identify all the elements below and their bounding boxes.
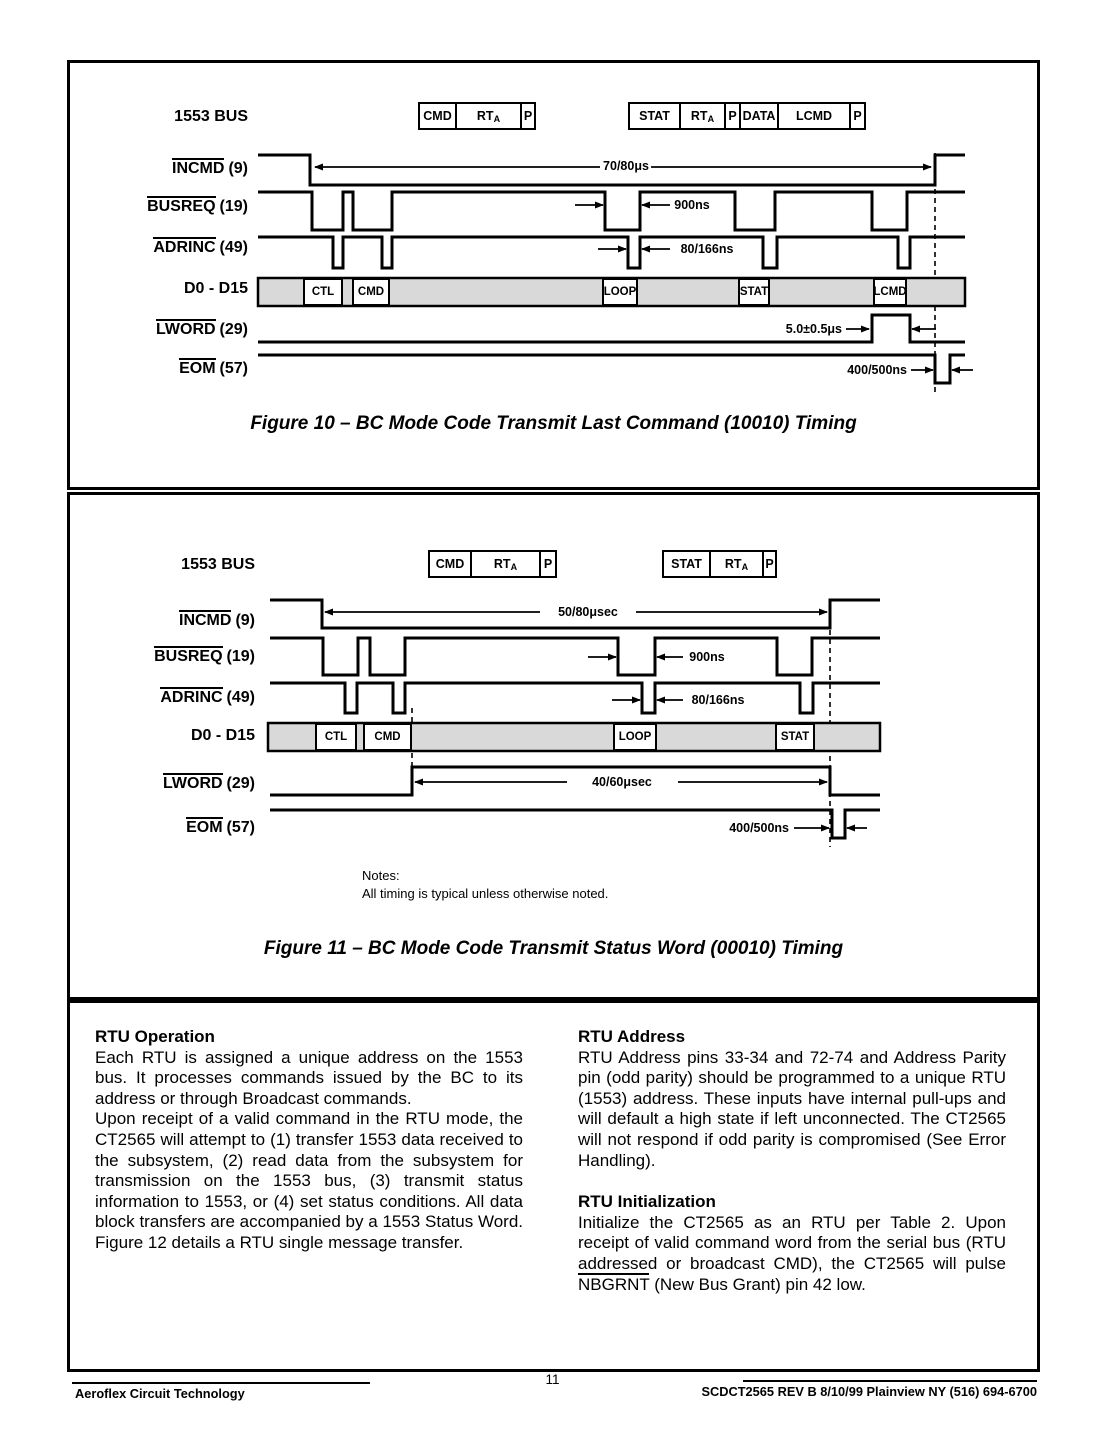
annotation-adrinc-width: 80/166ns — [691, 693, 745, 707]
bus-segment-stat: STAT — [738, 278, 770, 306]
annotation-lword-width: 5.0±0.5μs — [785, 322, 842, 336]
bus-segment-loop: LOOP — [602, 278, 638, 306]
annotation-lword-width: 40/60μsec — [592, 775, 652, 789]
footer-doc-info: SCDCT2565 REV B 8/10/99 Plainview NY (516) 694-6700 — [701, 1384, 1037, 1399]
bus-segment-cmd: CMD — [363, 723, 412, 751]
busreq-waveform — [270, 638, 880, 675]
adrinc-waveform — [270, 683, 880, 713]
annotation-eom-width: 400/500ns — [847, 363, 907, 377]
signal-label-d0-d15: D0 - D15 — [183, 280, 248, 297]
rtu-operation-column — [95, 1027, 523, 1254]
signal-label-eom: EOM (57) — [186, 819, 255, 836]
adrinc-waveform — [258, 237, 965, 268]
figure-11-panel — [67, 492, 1040, 1000]
frame-cell: LCMD — [777, 104, 849, 128]
signal-label-busreq: BUSREQ (19) — [147, 198, 248, 215]
rtu-operation-paragraph-1: Each RTU is assigned a unique address on the 1553 bus. It processes commands issued by the BC to its address or through Broadcast commands. — [95, 1047, 523, 1108]
bus-word-frame-cmd — [418, 102, 536, 130]
rtu-initialization-heading: RTU Initialization — [578, 1192, 716, 1212]
annotation-adrinc-width: 80/166ns — [680, 242, 734, 256]
annotation-eom-width: 400/500ns — [729, 821, 789, 835]
signal-label-1553-bus: 1553 BUS — [174, 108, 248, 125]
signal-label-adrinc: ADRINC (49) — [153, 239, 248, 256]
rtu-initialization-paragraph — [578, 1213, 1006, 1295]
rtu-operation-paragraph-2: Upon receipt of a valid command in the RTU mode, the CT2565 will attempt to (1) transfer 1553 data received to the subsystem, (2) read data from the subsystem for transmission on the 1553 bus, (3) transmit status information to 1553, or (4) set status conditions. All data block transfers are accompanied by a 1553 Status Word. Figure 12 details a RTU single message transfer. — [95, 1109, 523, 1252]
annotation-busreq-width: 900ns — [689, 650, 725, 664]
annotation-incmd-width: 50/80μsec — [558, 605, 618, 619]
frame-cell: STAT — [639, 109, 670, 123]
frame-cell: P — [520, 104, 534, 128]
signal-label-lword: LWORD (29) — [156, 321, 248, 338]
figure-10-caption: Figure 10 – BC Mode Code Transmit Last Command (10010) Timing — [250, 413, 857, 434]
notes-body: All timing is typical unless otherwise noted. — [362, 886, 609, 901]
frame-cell: RT $_A$ — [470, 552, 539, 576]
figure-10-panel — [67, 60, 1040, 490]
bus-word-frame-stat — [628, 102, 866, 130]
signal-label-incmd: INCMD (9) — [172, 160, 248, 177]
signal-label-incmd: INCMD (9) — [179, 612, 255, 629]
bus-word-frame-stat — [662, 550, 777, 578]
bus-segment-ctl: CTL — [315, 723, 357, 751]
notes-block — [362, 867, 608, 903]
page-number: 11 — [545, 1372, 560, 1387]
frame-cell: STAT — [671, 557, 702, 571]
frame-cell: P — [539, 552, 555, 576]
signal-label-adrinc: ADRINC (49) — [160, 689, 255, 706]
frame-cell: DATA — [739, 104, 777, 128]
frame-cell: RT $_A$ — [709, 552, 762, 576]
footer-rule-left — [72, 1382, 370, 1384]
lword-waveform — [270, 767, 880, 795]
annotation-incmd-width: 70/80μs — [603, 159, 649, 173]
signal-label-eom: EOM (57) — [179, 360, 248, 377]
bus-segment-ctl: CTL — [303, 278, 343, 306]
bus-segment-cmd: CMD — [352, 278, 390, 306]
signal-label-busreq: BUSREQ (19) — [154, 648, 255, 665]
frame-cell: P — [849, 104, 864, 128]
rtu-address-paragraph: RTU Address pins 33-34 and 72-74 and Address Parity pin (odd parity) should be programmed to a unique RTU (1553) address. These inputs have internal pull-ups and will default a high state if left unconnected. The CT2565 will not respond if odd parity is compromised (See Error Handling). — [578, 1047, 1006, 1170]
frame-cell: P — [762, 552, 775, 576]
frame-cell: CMD — [435, 557, 465, 571]
rtu-init-text-pre: Initialize the CT2565 as an RTU per Table 2. Upon receipt of valid command word from the serial bus (RTU addressed or broadcast CMD), the CT2565 will pulse — [578, 1212, 1006, 1273]
footer-rule-right — [743, 1380, 1037, 1382]
annotation-busreq-width: 900ns — [674, 198, 710, 212]
bus-segment-stat: STAT — [775, 723, 815, 751]
footer-company: Aeroflex Circuit Technology — [75, 1386, 245, 1401]
signal-label-d0-d15: D0 - D15 — [190, 727, 255, 744]
frame-cell: RT $_A$ — [679, 104, 724, 128]
frame-cell: CMD — [423, 109, 452, 123]
rtu-init-text-post: (New Bus Grant) pin 42 low. — [649, 1274, 866, 1294]
rtu-operation-heading: RTU Operation — [95, 1027, 215, 1046]
signal-label-lword: LWORD (29) — [163, 775, 255, 792]
rtu-address-heading: RTU Address — [578, 1027, 686, 1046]
figure-11-caption: Figure 11 – BC Mode Code Transmit Status Word (00010) Timing — [263, 938, 844, 959]
busreq-waveform — [258, 192, 965, 230]
bus-word-frame-cmd — [428, 550, 557, 578]
nbgrnt-overlined-signal: NBGRNT — [578, 1274, 650, 1294]
text-panel — [67, 1000, 1040, 1372]
rtu-address-column — [578, 1027, 1006, 1295]
bus-segment-lcmd: LCMD — [873, 278, 907, 306]
signal-label-1553-bus: 1553 BUS — [181, 556, 255, 573]
notes-title: Notes: — [362, 868, 400, 883]
frame-cell: P — [724, 104, 739, 128]
bus-segment-loop: LOOP — [613, 723, 657, 751]
frame-cell: RT $_A$ — [455, 104, 520, 128]
